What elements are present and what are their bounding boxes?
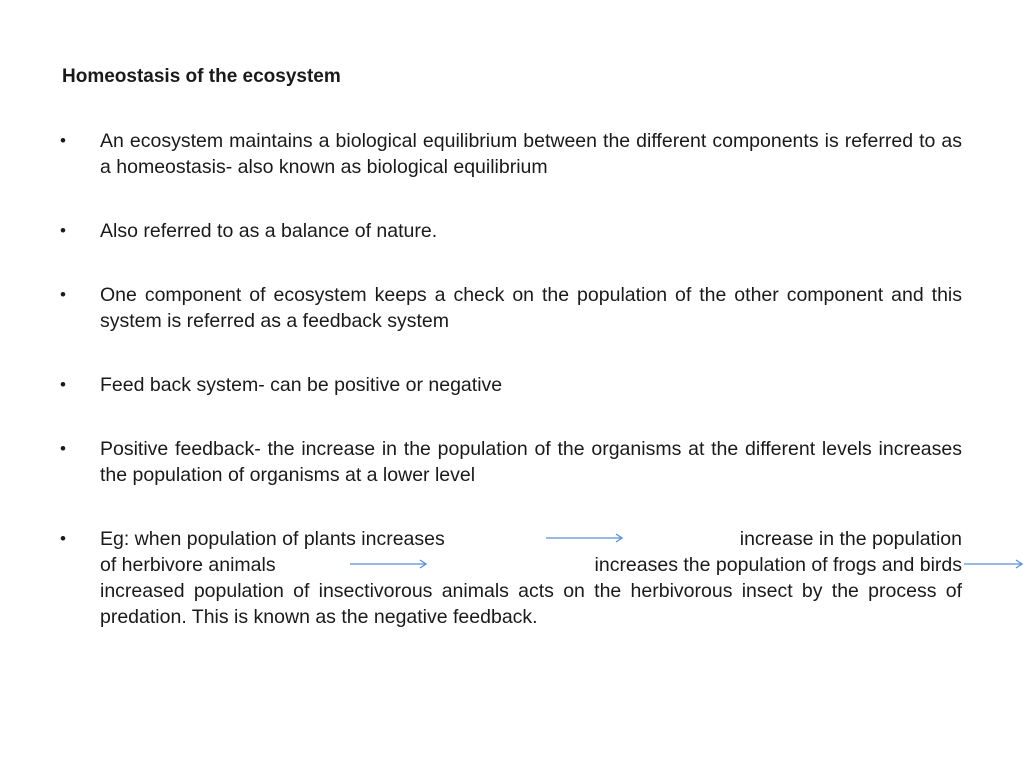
arrow-right-icon [350,558,428,570]
bullet-item [60,128,962,180]
bullet-marker: • [60,439,66,458]
bullet-marker: • [60,221,66,240]
bullet-list [60,128,962,668]
example-line-2 [100,552,962,578]
bullet-marker: • [60,529,66,548]
example-rest: increased population of insectivorous animals acts on the herbivorous insect by the process of predation. This is known as the negative feedback. [100,580,962,628]
bullet-text: An ecosystem maintains a biological equilibrium between the different components is referred to as a homeostasis- also known as biological equilibrium [100,130,962,178]
slide-title: Homeostasis of the ecosystem [62,66,341,87]
example-line-2-left: of herbivore animals [100,554,276,576]
example-line-1 [100,526,962,552]
bullet-text: Feed back system- can be positive or negative [100,374,503,396]
bullet-text: One component of ecosystem keeps a check on the population of the other component and this system is referred as a feedback system [100,284,962,332]
arrow-right-icon [546,532,624,544]
arrow-right-icon [964,558,1024,570]
bullet-item [60,436,962,488]
bullet-marker: • [60,375,66,394]
bullet-marker: • [60,131,66,150]
bullet-item [60,282,962,334]
example-line-2-right: increases the population of frogs and birds [594,554,962,576]
bullet-text: Positive feedback- the increase in the population of the organisms at the different levels increases the population of organisms at a lower level [100,438,962,486]
bullet-item [60,372,962,398]
example-line-1-right: increase in the population [739,528,962,550]
bullet-item-example [60,526,962,630]
bullet-text: Also referred to as a balance of nature. [100,220,438,242]
bullet-marker: • [60,285,66,304]
bullet-item [60,218,962,244]
example-line-1-left: Eg: when population of plants increases [100,528,445,550]
